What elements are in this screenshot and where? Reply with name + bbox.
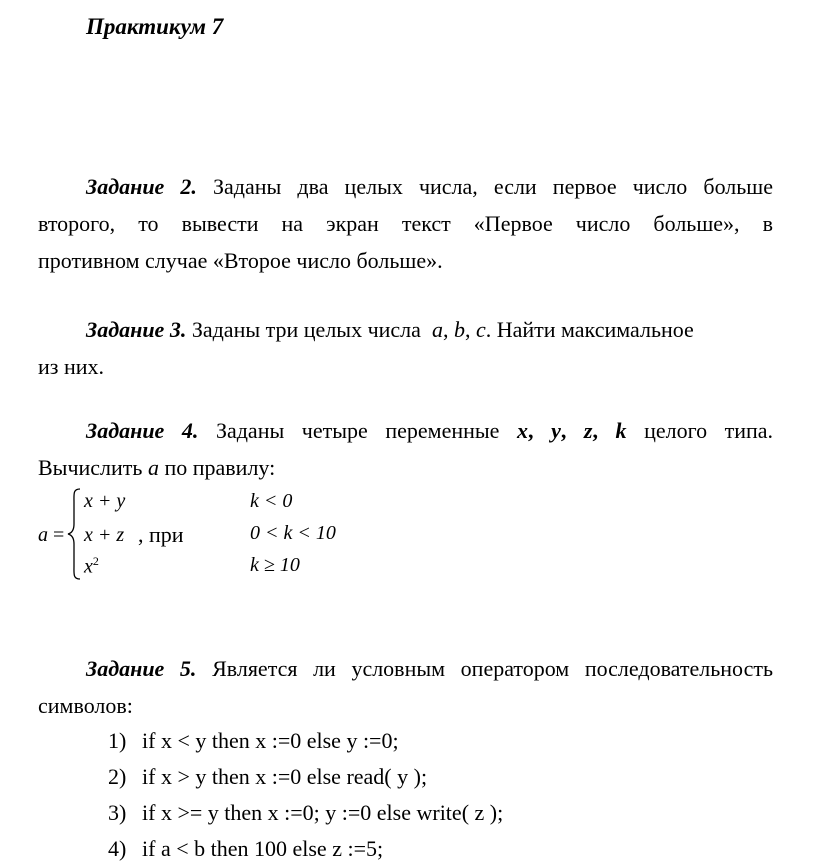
var-b: b [453,317,465,342]
formula-case-1: x + y [84,490,126,512]
task4-paragraph [38,412,773,486]
task4-text-1: Заданы четыре переменные [215,418,500,443]
task4-line2-pre: Вычислить [38,455,143,480]
task5-label: Задание 5. [86,656,197,681]
var-a-2: a [147,455,159,480]
task3-text-2: Найти максимальное [496,317,694,342]
task2-text-1: Заданы два целых числа, если первое число больше [213,174,773,199]
task4-line-1: Задание 4. Заданы четыре переменные x, y, z, k целого типа. [86,418,774,443]
task4-line2-post: по правилу: [164,455,276,480]
task5-list [108,723,503,867]
formula-cond-3: k ≥ 10 [250,554,300,576]
list-item [108,759,503,795]
var-z: z [583,418,593,443]
var-k: k [615,418,627,443]
task3-line-1: Задание 3. Заданы три целых числа a, b, c. Найти максимальное [86,317,694,342]
formula-case-3-base: x [84,555,93,578]
list-item-code: if a < b then 100 else z :=5; [142,836,384,861]
list-item [108,831,503,867]
task2-label: Задание 2. [86,174,197,199]
formula-pri: , при [138,522,184,547]
task3-paragraph [38,311,773,385]
formula-cond-1: k < 0 [250,490,293,512]
task2-line-1 [38,168,773,205]
task2-line-3: противном случае «Второе число больше». [38,248,443,273]
task3-text-1: Заданы три целых числа [191,317,421,342]
formula-case-2: x + z [84,524,125,546]
list-item-num: 3) [108,800,127,825]
formula-lhs [38,524,64,547]
list-item-num: 2) [108,764,127,789]
formula-cond-2: 0 < k < 10 [250,522,336,544]
var-c: c [475,317,486,342]
var-x: x [517,418,528,443]
task5-line-1 [38,650,773,687]
task3-label: Задание 3. [86,317,187,342]
list-item [108,795,503,831]
task5-line-2: символов: [38,693,133,718]
task2-paragraph [38,168,773,279]
left-brace-icon [67,488,81,580]
list-item-code: if x < y then x :=0 else y :=0; [142,728,399,753]
task4-label: Задание 4. [86,418,199,443]
formula-case-3-exp: 2 [92,554,99,568]
list-item-num: 1) [108,728,127,753]
list-item [108,723,503,759]
formula-case-3 [84,554,99,579]
list-item-code: if x >= y then x :=0; y :=0 else write( z ); [142,800,504,825]
task4-line-2 [38,449,773,486]
var-a: a [431,317,443,342]
task4-text-2: целого типа. [644,418,774,443]
formula-eq: = [53,524,65,546]
task5-text-1: Является ли условным оператором последовательность [212,656,773,681]
task5-paragraph [38,650,773,724]
page-title: Практикум 7 [86,14,224,39]
formula-lhs-var: a [38,524,48,546]
var-y: y [551,418,561,443]
task3-line-2: из них. [38,354,105,379]
task2-line-2: второго, то вывести на экран текст «Первое число больше», в [38,211,773,236]
list-item-num: 4) [108,836,127,861]
list-item-code: if x > y then x :=0 else read( y ); [142,764,428,789]
